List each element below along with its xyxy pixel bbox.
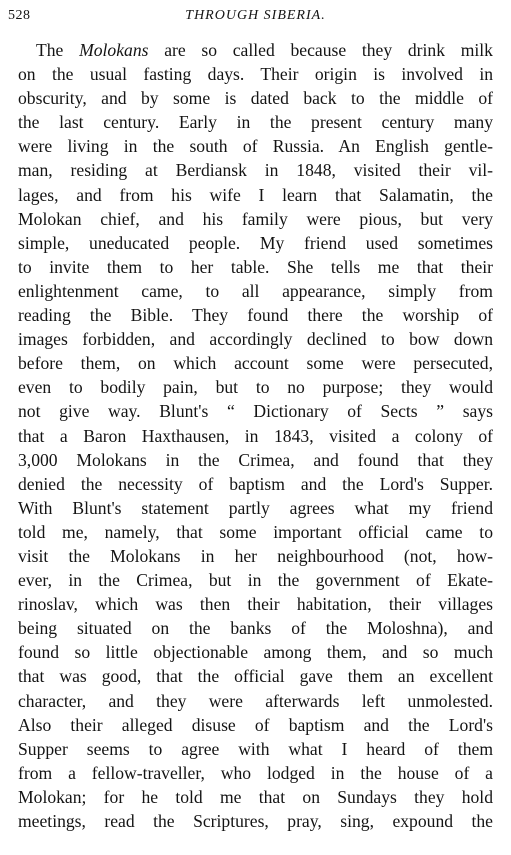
body-paragraph xyxy=(18,38,493,833)
text-line: images forbidden, and accordingly declined to bow down xyxy=(18,329,493,350)
text-line: that was good, that the official gave them an excellent xyxy=(18,666,493,687)
text-line: not give way. Blunt's “ Dictionary of Sects ” says xyxy=(18,401,493,422)
italic-term: Molokans xyxy=(79,40,149,60)
text-line: simple, uneducated people. My friend used sometimes xyxy=(18,232,493,253)
text-line: on the usual fasting days. Their origin is involved in xyxy=(18,64,493,85)
text-line: ever, in the Crimea, but in the government of Ekate- xyxy=(18,570,493,591)
text-line: that a Baron Haxthausen, in 1843, visited a colony of xyxy=(18,425,493,446)
first-line-rest: are so called because they drink milk xyxy=(164,40,493,60)
text-line: from a fellow-traveller, who lodged in the house of a xyxy=(18,762,493,783)
text-line: being situated on the banks of the Moloshna), and xyxy=(18,618,493,639)
text-line: Molokan chief, and his family were pious, but very xyxy=(18,208,493,229)
text-line: were living in the south of Russia. An English gentle- xyxy=(18,136,493,157)
text-line: meetings, read the Scriptures, pray, sing, expound the xyxy=(18,811,493,831)
text-line: 3,000 Molokans in the Crimea, and found that they xyxy=(18,449,493,470)
running-title: THROUGH SIBERIA. xyxy=(185,8,326,23)
lead-word: The xyxy=(36,40,64,60)
text-line: man, residing at Berdiansk in 1848, visited their vil- xyxy=(18,160,493,181)
text-line: reading the Bible. They found there the worship of xyxy=(18,305,493,326)
text-line: the last century. Early in the present century many xyxy=(18,112,493,133)
text-line: character, and they were afterwards left unmolested. xyxy=(18,690,493,711)
text-line: rinoslav, which was then their habitation, their villages xyxy=(18,594,493,615)
text-line: to invite them to her table. She tells me that their xyxy=(18,256,493,277)
text-line: With Blunt's statement partly agrees what my friend xyxy=(18,497,493,518)
text-line: before them, on which account some were persecuted, xyxy=(18,353,493,374)
text-line: Also their alleged disuse of baptism and the Lord's xyxy=(18,714,493,735)
page-header xyxy=(8,8,503,30)
text-line: Molokan; for he told me that on Sundays they hold xyxy=(18,786,493,807)
page-number: 528 xyxy=(8,8,31,23)
text-line: enlightenment came, to all appearance, simply from xyxy=(18,280,493,301)
text-line: even to bodily pain, but to no purpose; they would xyxy=(18,377,493,398)
text-line: Supper seems to agree with what I heard of them xyxy=(18,738,493,759)
text-line: obscurity, and by some is dated back to the middle of xyxy=(18,88,493,109)
text-line xyxy=(18,38,493,62)
text-line: denied the necessity of baptism and the Lord's Supper. xyxy=(18,473,493,494)
text-line: lages, and from his wife I learn that Salamatin, the xyxy=(18,184,493,205)
text-line: told me, namely, that some important official came to xyxy=(18,521,493,542)
text-line: visit the Molokans in her neighbourhood (not, how- xyxy=(18,545,493,566)
text-line: found so little objectionable among them, and so much xyxy=(18,642,493,663)
